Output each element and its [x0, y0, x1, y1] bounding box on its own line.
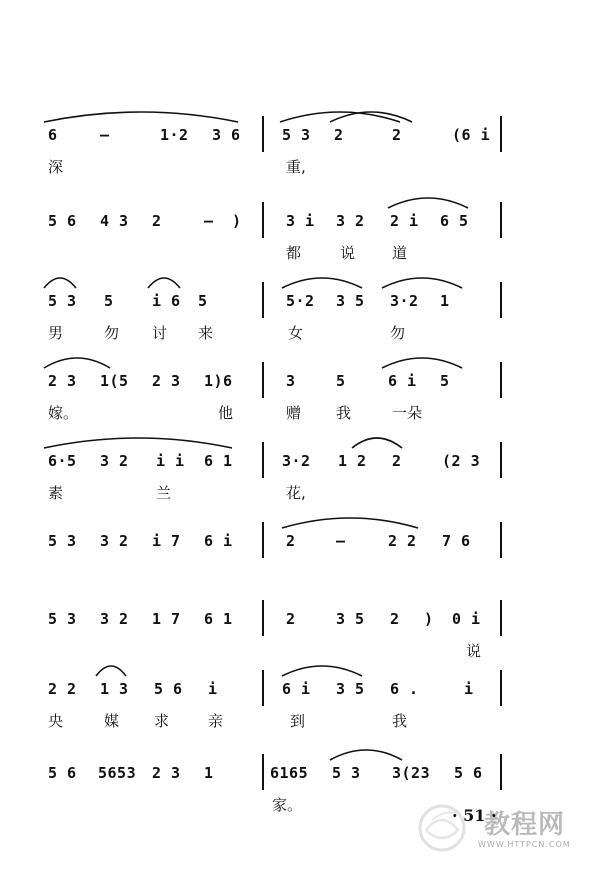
note-group: 6 5 [440, 212, 469, 230]
note-group: 2 3 [48, 372, 77, 390]
slur-arc [388, 198, 468, 208]
slur-arc [382, 358, 462, 368]
note-group: ) [424, 610, 434, 628]
note-group: 3 6 [212, 126, 241, 144]
slur-arcs [0, 342, 600, 382]
note-group: i 6 [152, 292, 181, 310]
lyric-char: 男 [48, 324, 64, 342]
slur-arc [330, 750, 402, 760]
lyric-char: 家。 [272, 796, 303, 814]
lyric-char: 女 [288, 324, 304, 342]
note-group: ) [232, 212, 242, 230]
slur-arcs [0, 182, 600, 222]
slur-arc [44, 358, 110, 368]
note-group: 5 [440, 372, 450, 390]
note-group: 5 3 [282, 126, 311, 144]
slur-arcs [0, 580, 600, 620]
lyric-char: 求 [154, 712, 170, 730]
note-group: 3 5 [336, 610, 365, 628]
slur-arcs [0, 734, 600, 774]
note-group: i [208, 680, 218, 698]
note-group: 2 3 [152, 764, 181, 782]
note-group: – [336, 532, 346, 550]
note-group: 2 [286, 610, 296, 628]
note-group: 6·5 [48, 452, 77, 470]
note-group: 5 6 [454, 764, 483, 782]
lyric-char: 亲 [208, 712, 224, 730]
note-group: i [464, 680, 474, 698]
watermark-url: WWW.HTTPCN.COM [478, 840, 571, 849]
note-group: 1 [440, 292, 450, 310]
note-group: 3·2 [282, 452, 311, 470]
slur-arc [282, 278, 362, 288]
slur-arc [282, 518, 418, 528]
note-group: 5 [198, 292, 208, 310]
lyric-char: 我 [392, 712, 408, 730]
note-group: 2 2 [48, 680, 77, 698]
note-group: 3 [286, 372, 296, 390]
note-group: (2 3 [442, 452, 481, 470]
slur-arc [352, 438, 402, 448]
note-group: 3(23 [392, 764, 431, 782]
note-group: 3 i [286, 212, 315, 230]
note-group: 2 [392, 452, 402, 470]
note-group: 5 6 [48, 764, 77, 782]
slur-arcs [0, 96, 600, 136]
note-group: 0 i [452, 610, 481, 628]
lyric-char: 一朵 [392, 404, 423, 422]
note-group: 2 [286, 532, 296, 550]
lyric-char: 勿 [104, 324, 120, 342]
note-group: 6 i [282, 680, 311, 698]
lyric-char: 他 [218, 404, 234, 422]
note-group: 6 i [204, 532, 233, 550]
note-group: 1)6 [204, 372, 233, 390]
lyric-char: 讨 [152, 324, 168, 342]
slur-arc [96, 666, 126, 676]
note-group: i i [156, 452, 185, 470]
note-group: 2 3 [152, 372, 181, 390]
lyric-char: 赠 [286, 404, 302, 422]
note-group: 5 6 [48, 212, 77, 230]
lyric-char: 说 [340, 244, 356, 262]
note-group: 6 1 [204, 452, 233, 470]
lyric-char: 都 [286, 244, 302, 262]
note-group: 7 6 [442, 532, 471, 550]
note-group: 2 [334, 126, 344, 144]
lyric-char: 花, [286, 484, 306, 502]
note-group: 3 2 [100, 452, 129, 470]
note-group: 3·2 [390, 292, 419, 310]
lyric-char: 重, [286, 158, 306, 176]
note-group: 5 3 [48, 610, 77, 628]
note-group: (6 i [452, 126, 491, 144]
lyric-char: 来 [198, 324, 214, 342]
page-number: · 51 · [452, 806, 497, 825]
note-group: 5 [104, 292, 114, 310]
note-group: 1·2 [160, 126, 189, 144]
slur-arc [44, 112, 238, 122]
lyric-char: 媒 [104, 712, 120, 730]
slur-arc [148, 278, 180, 288]
lyric-char: 我 [336, 404, 352, 422]
note-group: 5 6 [154, 680, 183, 698]
note-group: 5·2 [286, 292, 315, 310]
slur-arc [44, 438, 232, 448]
note-group: – [204, 212, 214, 230]
note-group: 2 i [390, 212, 419, 230]
note-group: 5 3 [48, 532, 77, 550]
slur-arc [330, 112, 412, 122]
note-group: 5 3 [48, 292, 77, 310]
note-group: 1(5 [100, 372, 129, 390]
note-group: 2 [392, 126, 402, 144]
note-group: 5653 [98, 764, 137, 782]
lyric-char: 素 [48, 484, 64, 502]
slur-arc [282, 666, 362, 676]
note-group: – [100, 126, 110, 144]
lyric-char: 说 [466, 642, 482, 660]
note-group: 6165 [270, 764, 309, 782]
slur-arcs [0, 650, 600, 690]
note-group: 6 1 [204, 610, 233, 628]
note-group: 6 i [388, 372, 417, 390]
lyric-char: 深 [48, 158, 64, 176]
note-group: 3 5 [336, 680, 365, 698]
note-group: 3 2 [100, 610, 129, 628]
note-group: 1 [204, 764, 214, 782]
lyric-char: 兰 [156, 484, 172, 502]
note-group: 1 3 [100, 680, 129, 698]
note-group: 5 3 [332, 764, 361, 782]
note-group: 4 3 [100, 212, 129, 230]
note-group: 2 2 [388, 532, 417, 550]
note-group: 1 7 [152, 610, 181, 628]
slur-arcs [0, 422, 600, 462]
note-group: 6 . [390, 680, 419, 698]
slur-arcs [0, 502, 600, 542]
note-group: i 7 [152, 532, 181, 550]
lyric-char: 道 [392, 244, 408, 262]
lyric-char: 央 [48, 712, 64, 730]
note-group: 2 [152, 212, 162, 230]
lyric-char: 嫁。 [48, 404, 79, 422]
lyric-char: 勿 [390, 324, 406, 342]
note-group: 1 2 [338, 452, 367, 470]
lyric-char: 到 [290, 712, 306, 730]
note-group: 3 5 [336, 292, 365, 310]
note-group: 3 2 [100, 532, 129, 550]
watermark-text: 教程网 [484, 810, 566, 840]
note-group: 5 [336, 372, 346, 390]
slur-arcs [0, 262, 600, 302]
slur-arc [44, 278, 76, 288]
note-group: 3 2 [336, 212, 365, 230]
slur-arc [382, 278, 462, 288]
note-group: 2 [390, 610, 400, 628]
note-group: 6 [48, 126, 58, 144]
